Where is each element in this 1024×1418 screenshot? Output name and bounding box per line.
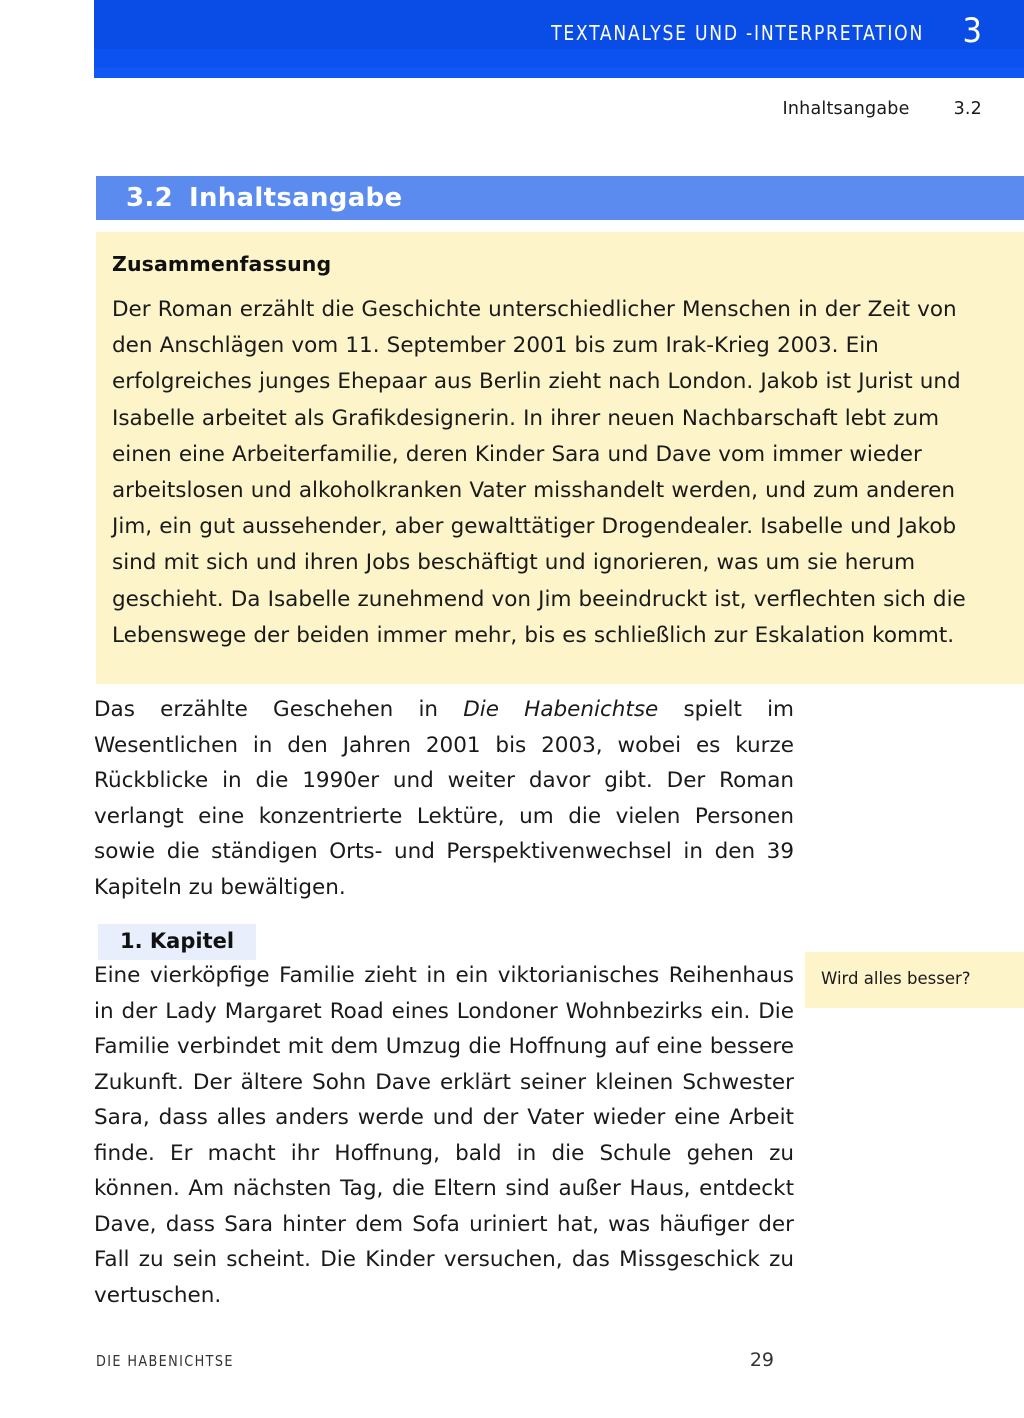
margin-note-text: Wird alles besser? (821, 969, 971, 988)
chapter-heading-chip (98, 924, 256, 960)
sub-header (783, 99, 982, 119)
section-title: Inhaltsangabe (188, 183, 403, 213)
sub-header-number: 3.2 (953, 99, 982, 119)
chapter-heading-label: 1. Kapitel (120, 929, 235, 953)
book-title-italic: Die Habenichtse (463, 697, 659, 722)
sub-header-label: Inhaltsangabe (782, 99, 910, 119)
summary-heading: Zusammenfassung (112, 252, 332, 276)
intro-paragraph-column (94, 692, 794, 905)
intro-text-after: spielt im Wesentlichen in den Jahren 2001 bis 2003, wobei es kurze Rückblicke in die 1990er und weiter davor gibt. Der Roman verlangt eine konzentrierte Lektüre, um die vielen Personen sowie die ständigen Orts- und Perspektivenwechsel in den 39 Kapiteln zu bewältigen. (94, 697, 794, 900)
margin-note-box (805, 952, 1024, 1008)
summary-callout-box (96, 232, 1024, 684)
chapter-paragraph: Eine vierköpfige Familie zieht in ein viktorianisches Reihenhaus in der Lady Margaret Road eines Londoner Wohnbezirks ein. Die Familie verbindet mit dem Umzug die Hoffnung auf eine bessere Zukunft. Der ältere Sohn Dave erklärt seiner kleinen Schwester Sara, dass alles anders werde und der Vater wieder eine Arbeit finde. Er macht ihr Hoffnung, bald in die Schule gehen zu können. Am nächsten Tag, die Eltern sind außer Haus, entdeckt Dave, dass Sara hinter dem Sofa uriniert hat, was häufiger der Fall zu sein scheint. Die Kinder versuchen, das Missgeschick zu vertuschen. (94, 963, 794, 1308)
summary-body-text: Der Roman erzählt die Geschichte unterschiedlicher Menschen in der Zeit von den Anschlägen vom 11. September 2001 bis zum Irak-Krieg 2003. Ein erfolgreiches junges Ehepaar aus Berlin zieht nach London. Jakob ist Jurist und Isabelle arbeitet als Grafikdesignerin. In ihrer neuen Nachbarschaft lebt zum einen eine Arbeiterfamilie, deren Kinder Sara und Dave vom immer wieder arbeitslosen und alkoholkranken Vater misshandelt werden, und zum anderen Jim, ein gut aussehender, aber gewalttätiger Drogendealer. Isabelle und Jakob sind mit sich und ihren Jobs beschäftigt und ignorieren, was um sie herum geschieht. Da Isabelle zunehmend von Jim beeindruckt ist, verflechten sich die Lebenswege der beiden immer mehr, bis es schließlich zur Eskalation kommt. (112, 297, 966, 648)
chapter-body-column (94, 958, 794, 1313)
section-title-bar (96, 176, 1024, 220)
intro-paragraph (94, 692, 794, 905)
running-header-title: TEXTANALYSE UND -INTERPRETATION (551, 21, 925, 45)
section-number: 3.2 (126, 183, 173, 213)
page-footer (96, 1349, 796, 1371)
footer-book-title: DIE HABENICHTSE (96, 1352, 234, 1370)
running-header-band (94, 0, 1024, 78)
footer-page-number: 29 (749, 1349, 774, 1371)
running-header-chapter-number: 3 (962, 11, 982, 51)
intro-text-before: Das erzählte Geschehen in (94, 697, 464, 722)
